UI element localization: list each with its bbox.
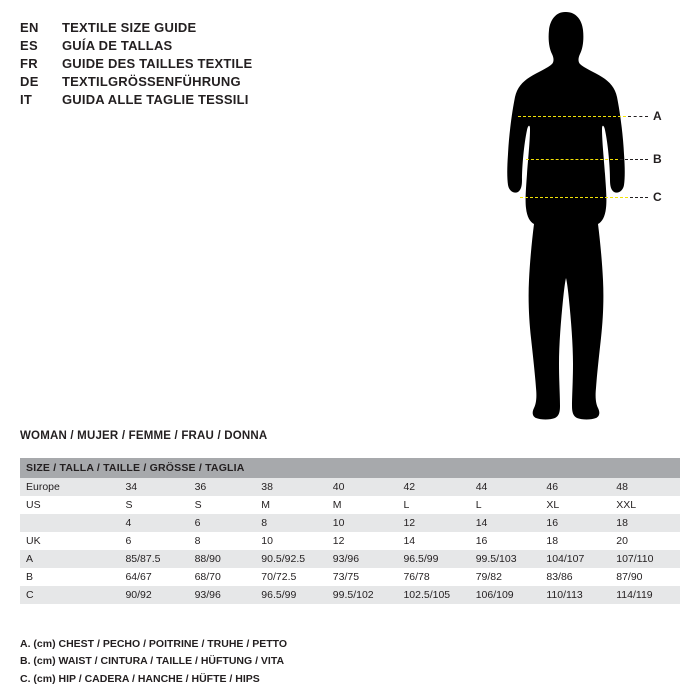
cell-c-4: 102.5/105 (397, 586, 469, 604)
chest-measure-line (518, 116, 626, 117)
cell-usnum-2: 8 (255, 514, 326, 532)
marker-label-a: A (653, 109, 662, 123)
title-row-en (20, 20, 320, 35)
title-row-fr (20, 56, 320, 71)
measurement-legend (20, 636, 287, 688)
cell-a-2: 90.5/92.5 (255, 550, 326, 568)
table-row-europe (20, 478, 680, 496)
cell-us-7: XXL (610, 496, 680, 514)
cell-a-0: 85/87.5 (119, 550, 188, 568)
section-heading-woman: WOMAN / MUJER / FEMME / FRAU / DONNA (20, 430, 268, 442)
cell-usnum-3: 10 (327, 514, 398, 532)
legend-line-c: C. (cm) HIP / CADERA / HANCHE / HÜFTE / HIPS (20, 672, 260, 685)
cell-c-6: 110/113 (540, 586, 610, 604)
title-text-fr: GUIDE DES TAILLES TEXTILE (62, 56, 253, 71)
title-row-de (20, 74, 320, 89)
cell-uk-1: 8 (189, 532, 256, 550)
title-block (20, 20, 320, 110)
cell-c-0: 90/92 (119, 586, 188, 604)
cell-us-4: L (397, 496, 469, 514)
cell-us-2: M (255, 496, 326, 514)
row-label-b: B (20, 568, 119, 586)
cell-usnum-6: 16 (540, 514, 610, 532)
language-code-fr: FR (20, 56, 38, 71)
cell-c-7: 114/119 (610, 586, 680, 604)
size-table (20, 458, 680, 604)
marker-label-c: C (653, 190, 662, 204)
row-label-us-numeric (20, 514, 119, 532)
cell-c-1: 93/96 (189, 586, 256, 604)
language-code-es: ES (20, 38, 38, 53)
title-text-it: GUIDA ALLE TAGLIE TESSILI (62, 92, 249, 107)
cell-us-5: L (470, 496, 541, 514)
hip-leader-line (630, 197, 648, 198)
cell-europe-5: 44 (470, 478, 541, 496)
cell-europe-4: 42 (397, 478, 469, 496)
cell-b-5: 79/82 (470, 568, 541, 586)
cell-us-3: M (327, 496, 398, 514)
cell-uk-0: 6 (119, 532, 188, 550)
hip-measure-line (520, 197, 628, 198)
cell-b-4: 76/78 (397, 568, 469, 586)
cell-us-6: XL (540, 496, 610, 514)
title-text-es: GUÍA DE TALLAS (62, 38, 173, 53)
cell-a-7: 107/110 (610, 550, 680, 568)
cell-uk-5: 16 (470, 532, 541, 550)
cell-us-1: S (189, 496, 256, 514)
cell-a-1: 88/90 (189, 550, 256, 568)
waist-measure-line (526, 159, 618, 160)
cell-b-6: 83/86 (540, 568, 610, 586)
language-code-it: IT (20, 92, 33, 107)
cell-uk-2: 10 (255, 532, 326, 550)
cell-c-2: 96.5/99 (255, 586, 326, 604)
cell-uk-3: 12 (327, 532, 398, 550)
cell-usnum-7: 18 (610, 514, 680, 532)
language-code-en: EN (20, 20, 39, 35)
cell-uk-4: 14 (397, 532, 469, 550)
cell-b-2: 70/72.5 (255, 568, 326, 586)
title-text-de: TEXTILGRÖSSENFÜHRUNG (62, 74, 241, 89)
cell-c-3: 99.5/102 (327, 586, 398, 604)
marker-label-b: B (653, 152, 662, 166)
cell-b-7: 87/90 (610, 568, 680, 586)
table-row-a (20, 550, 680, 568)
cell-c-5: 106/109 (470, 586, 541, 604)
row-label-a: A (20, 550, 119, 568)
language-code-de: DE (20, 74, 39, 89)
table-row-us (20, 496, 680, 514)
cell-europe-1: 36 (189, 478, 256, 496)
cell-uk-7: 20 (610, 532, 680, 550)
row-label-europe: Europe (20, 478, 119, 496)
cell-europe-2: 38 (255, 478, 326, 496)
title-row-it (20, 92, 320, 107)
cell-europe-7: 48 (610, 478, 680, 496)
table-row-us-numeric (20, 514, 680, 532)
chest-leader-line (628, 116, 648, 117)
row-label-us: US (20, 496, 119, 514)
legend-line-b: B. (cm) WAIST / CINTURA / TAILLE / HÜFTUNG / VITA (20, 655, 285, 668)
cell-uk-6: 18 (540, 532, 610, 550)
cell-a-6: 104/107 (540, 550, 610, 568)
cell-usnum-4: 12 (397, 514, 469, 532)
table-row-uk (20, 532, 680, 550)
cell-a-3: 93/96 (327, 550, 398, 568)
cell-europe-0: 34 (119, 478, 188, 496)
cell-a-4: 96.5/99 (397, 550, 469, 568)
cell-b-3: 73/75 (327, 568, 398, 586)
table-row-c (20, 586, 680, 604)
title-text-en: TEXTILE SIZE GUIDE (62, 20, 197, 35)
cell-usnum-1: 6 (189, 514, 256, 532)
cell-b-0: 64/67 (119, 568, 188, 586)
female-body-icon (470, 8, 685, 433)
row-label-c: C (20, 586, 119, 604)
cell-a-5: 99.5/103 (470, 550, 541, 568)
table-row-b (20, 568, 680, 586)
cell-us-0: S (119, 496, 188, 514)
table-header-row (20, 458, 680, 478)
legend-line-a: A. (cm) CHEST / PECHO / POITRINE / TRUHE / PETTO (20, 638, 288, 650)
cell-b-1: 68/70 (189, 568, 256, 586)
cell-europe-6: 46 (540, 478, 610, 496)
table-header-label: SIZE / TALLA / TAILLE / GRÖSSE / TAGLIA (20, 458, 680, 478)
cell-usnum-5: 14 (470, 514, 541, 532)
cell-europe-3: 40 (327, 478, 398, 496)
row-label-uk: UK (20, 532, 119, 550)
cell-usnum-0: 4 (119, 514, 188, 532)
title-row-es (20, 38, 320, 53)
female-silhouette-figure (470, 8, 685, 433)
waist-leader-line (620, 159, 648, 160)
